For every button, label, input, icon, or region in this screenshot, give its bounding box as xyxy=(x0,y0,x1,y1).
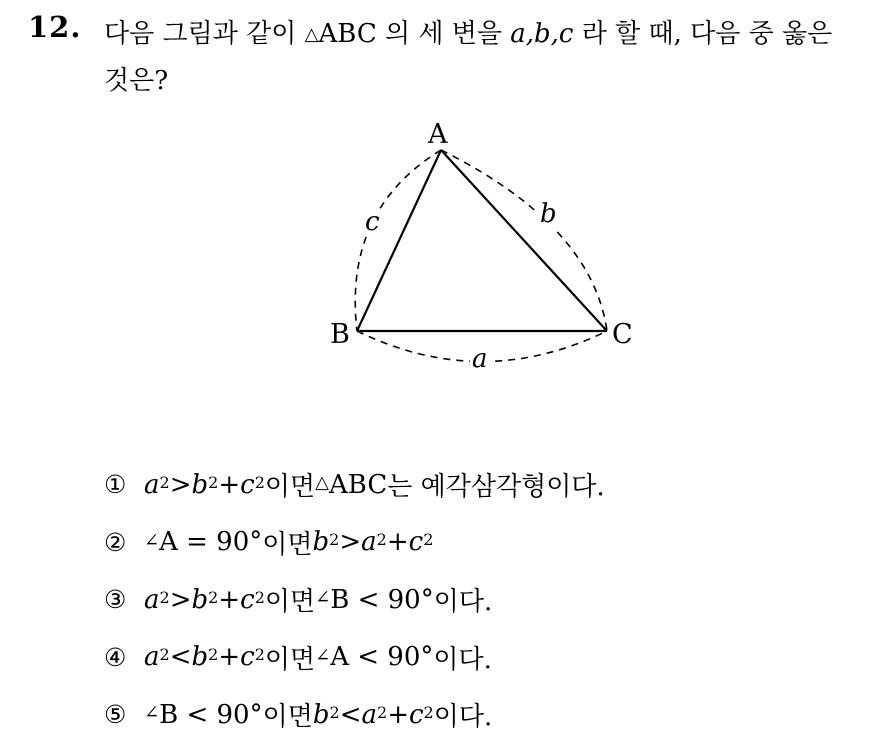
choice-text: c xyxy=(240,469,255,500)
choice-number: ⑤ xyxy=(104,700,127,730)
choice-number: ② xyxy=(104,527,127,557)
triangle-symbol-icon: △ xyxy=(304,24,319,45)
question-number: 12. xyxy=(28,10,82,44)
choice-number: ④ xyxy=(104,642,127,672)
angle-symbol-icon: ∠ xyxy=(144,702,160,724)
question-text-prefix: 다음 그림과 같이 xyxy=(104,19,305,49)
sides-variables: a,b,c xyxy=(510,19,574,49)
vertex-b-label: B xyxy=(330,319,350,350)
choice-text: > xyxy=(339,527,362,558)
angle-symbol-icon: ∠ xyxy=(315,587,331,609)
choice-text: > xyxy=(169,584,192,615)
choice-text: + xyxy=(386,527,409,558)
side-c-label: c xyxy=(365,207,380,237)
choice-text: 는 예각삼각형이다. xyxy=(387,472,605,503)
choice-2[interactable]: ② ∠ A = 90° 이면 b $^2$ > a $^2$ + c $^2$ xyxy=(104,514,605,572)
choice-text: c xyxy=(408,699,424,730)
choice-text: a xyxy=(361,527,377,558)
choice-text: + xyxy=(218,469,241,500)
side-ac-line xyxy=(441,150,607,331)
vertex-c-label: C xyxy=(612,319,633,350)
choice-text: b xyxy=(191,469,209,500)
side-ab-line xyxy=(357,150,441,331)
angle-symbol-icon: ∠ xyxy=(315,644,331,666)
choice-text: 이다. xyxy=(433,702,493,733)
choice-text: B < 90° xyxy=(330,584,434,615)
choice-text: 이면 xyxy=(264,644,316,675)
choice-text: b xyxy=(312,527,330,558)
question-text-mid: 의 세 변을 xyxy=(376,19,511,49)
choice-text: b xyxy=(191,584,209,615)
choice-text: c xyxy=(240,642,255,673)
question-text-line2: 것은? xyxy=(104,66,169,96)
choice-text: 이면 xyxy=(264,587,316,618)
triangle-name: ABC xyxy=(318,19,377,49)
choice-number: ① xyxy=(104,470,127,500)
choice-5[interactable]: ⑤ ∠ B < 90° 이면 b $^2$ < a $^2$ + c $^2$ 이다. xyxy=(104,686,605,744)
choice-text: b xyxy=(312,699,330,730)
angle-symbol-icon: ∠ xyxy=(144,529,160,551)
triangle-symbol-icon: △ xyxy=(315,472,329,494)
choice-text: a xyxy=(361,699,377,730)
question-text-suffix: 라 할 때, 다음 중 옳은 xyxy=(573,19,833,49)
choice-text: a xyxy=(144,469,160,500)
choice-text: + xyxy=(387,699,409,730)
choice-4[interactable]: ④ a $^2$ < b $^2$ + c $^2$ 이면 ∠ A < 90° 이다. xyxy=(104,629,605,687)
choice-text: 이다. xyxy=(433,644,492,675)
choice-text: 이다. xyxy=(433,587,493,618)
choice-text: A < 90° xyxy=(330,642,434,673)
choice-text: A = 90° xyxy=(159,527,263,558)
choice-text: ABC xyxy=(328,469,388,500)
choice-text: B < 90° xyxy=(159,699,263,730)
choice-text: < xyxy=(339,699,362,730)
choice-1[interactable]: ① a $^2$ > b $^2$ + c $^2$ 이면 △ ABC 는 예각삼각형이다. xyxy=(104,456,605,514)
choice-text: + xyxy=(218,642,241,673)
side-a-label: a xyxy=(472,344,488,374)
choice-text: + xyxy=(218,584,241,615)
choice-text: c xyxy=(408,527,424,558)
choice-number: ③ xyxy=(104,585,127,615)
choice-text: > xyxy=(169,469,192,500)
choice-text: 이면 xyxy=(262,529,313,560)
choice-text: 이면 xyxy=(264,472,316,503)
choice-text: 이면 xyxy=(262,702,313,733)
choice-text: c xyxy=(240,584,255,615)
choice-3[interactable]: ③ a $^2$ > b $^2$ + c $^2$ 이면 ∠ B < 90° 이다. xyxy=(104,571,605,629)
choice-text: a xyxy=(144,584,160,615)
vertex-a-label: A xyxy=(428,119,448,150)
choice-text: a xyxy=(144,642,160,673)
choice-text: < xyxy=(169,642,192,673)
side-b-label: b xyxy=(540,199,557,229)
choice-text: b xyxy=(191,642,209,673)
answer-choices xyxy=(104,456,605,744)
